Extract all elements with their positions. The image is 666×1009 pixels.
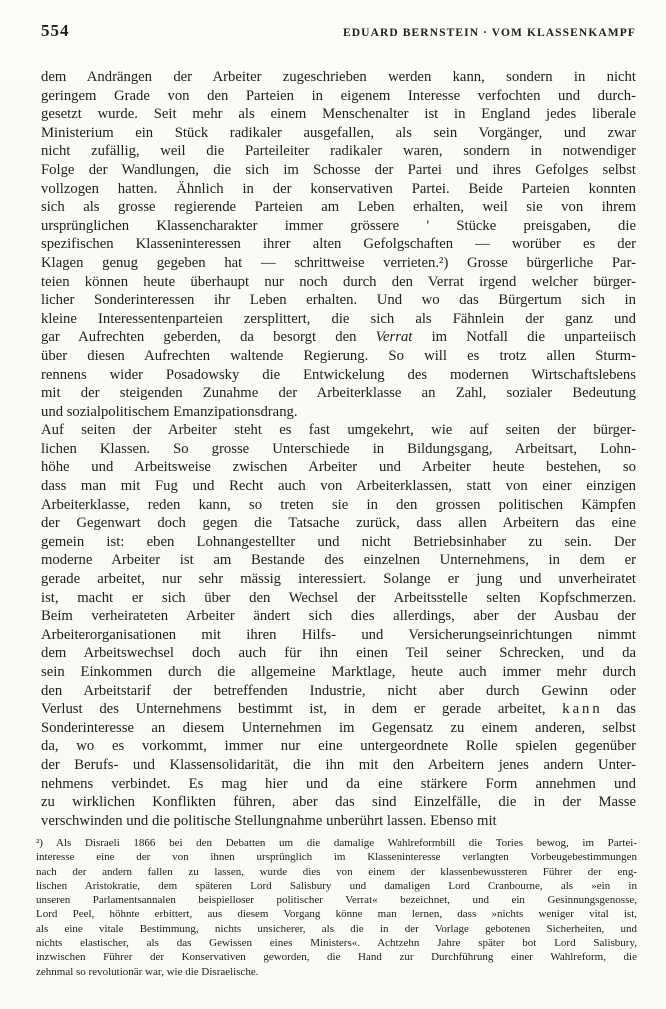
text-line: ²) Als Disraeli 1866 bei den Debatten um die damalige Wahlreformbill die Tories bewog, im Partei- [36,837,637,849]
text-line: gerade arbeitet, nur sehr mässig interessiert. Solange er jung und unverheiratet [41,571,636,588]
text-line: ist, macht er sich über den Wechsel der Arbeitsstelle selten Kopfschmerzen. [41,589,636,606]
text-line: Sonderinteresse an diesem Unternehmen im Gegensatz zu einem anderen, selbst [41,719,636,736]
text-line: zu wirklichen Konflikten führen, aber das sind Einzelfälle, die in der Masse [41,794,636,811]
text-line: Arbeiterklasse, reden kann, so treten sie in den grossen politischen Kämpfen [41,496,636,513]
running-header: EDUARD BERNSTEIN · VOM KLASSENKAMPF [342,27,636,39]
page-header [41,21,636,41]
text-line: dem Andrängen der Arbeiter zugeschrieben werden kann, sondern in nicht [41,69,636,85]
body-paragraph-2 [41,421,636,830]
text-line: Arbeiterorganisationen mit ihren Hilfs- und Versicherungseinrichtungen nimmt [41,626,636,643]
text-line: nicht zufällig, weil die Parteileiter radikaler waren, sondern in notwendiger [41,143,636,160]
text-line: der Gegenwart doch gegen die Tatsache zurück, dass allen Arbeitern das eine [41,515,636,532]
text-line: rennens wider Posadowsky die Entwickelung des modernen Wirtschaftslebens [41,366,636,383]
text-line: da, wo es vorkommt, immer nur eine untergeordnete Rolle spielen gegenüber [41,738,636,755]
text-line: zehnmal so revolutionär war, wie die Disraelische. [36,965,259,978]
text-line: Lord Peel, höhnte erbittert, aus diesem Vorgang könne man lernen, dass »nichts weniger vital ist, [36,908,637,921]
text-line: nichts elastischer, als das Gewissen eines Ministers«. Achtzehn Jahre später bot Lord Salisbury, [36,937,637,950]
text-line: Klagen genug gegeben hat — schrittweise verrieten.²) Grosse bürgerliche Par- [41,254,636,271]
text-line: Beim verheirateten Arbeiter ändert sich dies allerdings, aber der Ausbau der [41,608,636,625]
text-line: gesetzt wurde. Seit mehr als einem Menschenalter ist in England jedes liberale [41,106,636,123]
text-line: lichen Klassen. So grosse Unterschiede in Bildungsgang, Arbeitsart, Lohn- [41,440,636,457]
text-line: vollzogen hatten. Ähnlich in der konservativen Partei. Beide Parteien konnten [41,180,636,197]
page-body [41,68,636,830]
text-line: gemein ist: eben Lohnangestellter und nicht Betriebsinhaber zu sein. Der [41,533,636,550]
text-line: licher Sonderinteressen ihr Leben erhalten. Und wo das Bürgertum sich in [41,292,636,309]
text-line: teien können heute überhaupt nur noch durch den Verrat irgend welcher bürger- [41,273,636,290]
text-line: dass man mit Fug und Recht auch von Arbeiterklassen, statt von einer einzigen [41,478,636,495]
text-line: spezifischen Klasseninteressen ihrer alten Gefolgschaften — worüber es der [41,236,636,253]
text-line: sich als grosse regierende Parteien am Leben erhalten, weil sie von ihrem [41,199,636,216]
text-line: geringem Grade von den Parteien in eigenem Interesse verfochten und durch- [41,87,636,104]
text-line: verschwinden und die politische Stellungnahme unberührt lassen. Ebenso mit [41,812,497,829]
text-line: kleine Interessentenparteien zersplittert, die sich als Fähnlein der ganz und [41,310,636,327]
text-line: lischen Aristokratie, dem späteren Lord Salisbury und damaligen Lord Cranbourne, als »ein in [36,879,637,892]
text-line: höhe und Arbeitsweise zwischen Arbeiter und Arbeiter heute bestehen, so [41,459,636,476]
body-paragraph-1 [41,68,636,421]
text-line: mit der steigenden Zunahme der Arbeiterklasse an Zahl, sozialer Bedeutung [41,385,636,402]
text-line: der Berufs- und Klassensolidarität, die ihn mit den Arbeitern jenes andern Unter- [41,756,636,773]
footnote [36,836,637,979]
page-number: 554 [41,21,70,40]
text-line: Ministerium ein Stück radikaler ausgefallen, als sein Vorgänger, und zwar [41,124,636,141]
text-line: den Arbeitstarif der betreffenden Industrie, nicht aber durch Gewinn oder [41,682,636,699]
text-line: inzwischen Führer der Konservativen geworden, die Hand zur Durchführung einer Wahlreform, die [36,951,637,964]
text-line: moderne Arbeiter ist am Bestande des einzelnen Unternehmens, in dem er [41,552,636,569]
text-line: Auf seiten der Arbeiter steht es fast umgekehrt, wie auf seiten der bürger- [41,422,636,439]
text-line: nach der andern fallen zu lassen, wurde dies von einem der klassenbewussteren Führer der eng- [36,865,637,878]
text-line: ursprünglichen Klassencharakter immer grössere ' Stücke preisgaben, die [41,217,636,234]
text-line: dem Arbeitswechsel doch auch für ihn einen Teil seiner Schrecken, und da [41,645,636,662]
text-line: und sozialpolitischem Emanzipationsdrang. [41,403,298,420]
text-line: unseren Parlamentsannalen beispielloser politischer Verrat« bezeichnet, und ein Gesinnungsgenosse, [36,894,637,907]
text-line: Folge der Wandlungen, die sich im Schosse der Partei und ihres Gefolges selbst [41,161,636,178]
text-line: nehmens verbindet. Es mag hier und da eine stärkere Form annehmen und [41,775,636,792]
text-line: gar Aufrechten geberden, da besorgt den Verrat im Notfall die unparteiisch [41,329,636,346]
text-line: interesse eine der von ihnen ursprünglich im Klasseninteresse verlangten Vorbeugebestimmungen [36,851,637,864]
text-line: Verlust des Unternehmens bestimmt ist, in dem er gerade arbeitet, k a n n das [41,701,636,718]
text-line: als eine vitale Bestimmung, nichts unsicherer, als die in der Vorlage gebotenen Sicherheiten, und [36,922,637,935]
text-line: über diesen Aufrechten waltende Regierung. So will es trotz allen Sturm- [41,347,636,364]
text-line: sein Einkommen durch die allgemeine Marktlage, heute auch immer mehr durch [41,664,636,680]
